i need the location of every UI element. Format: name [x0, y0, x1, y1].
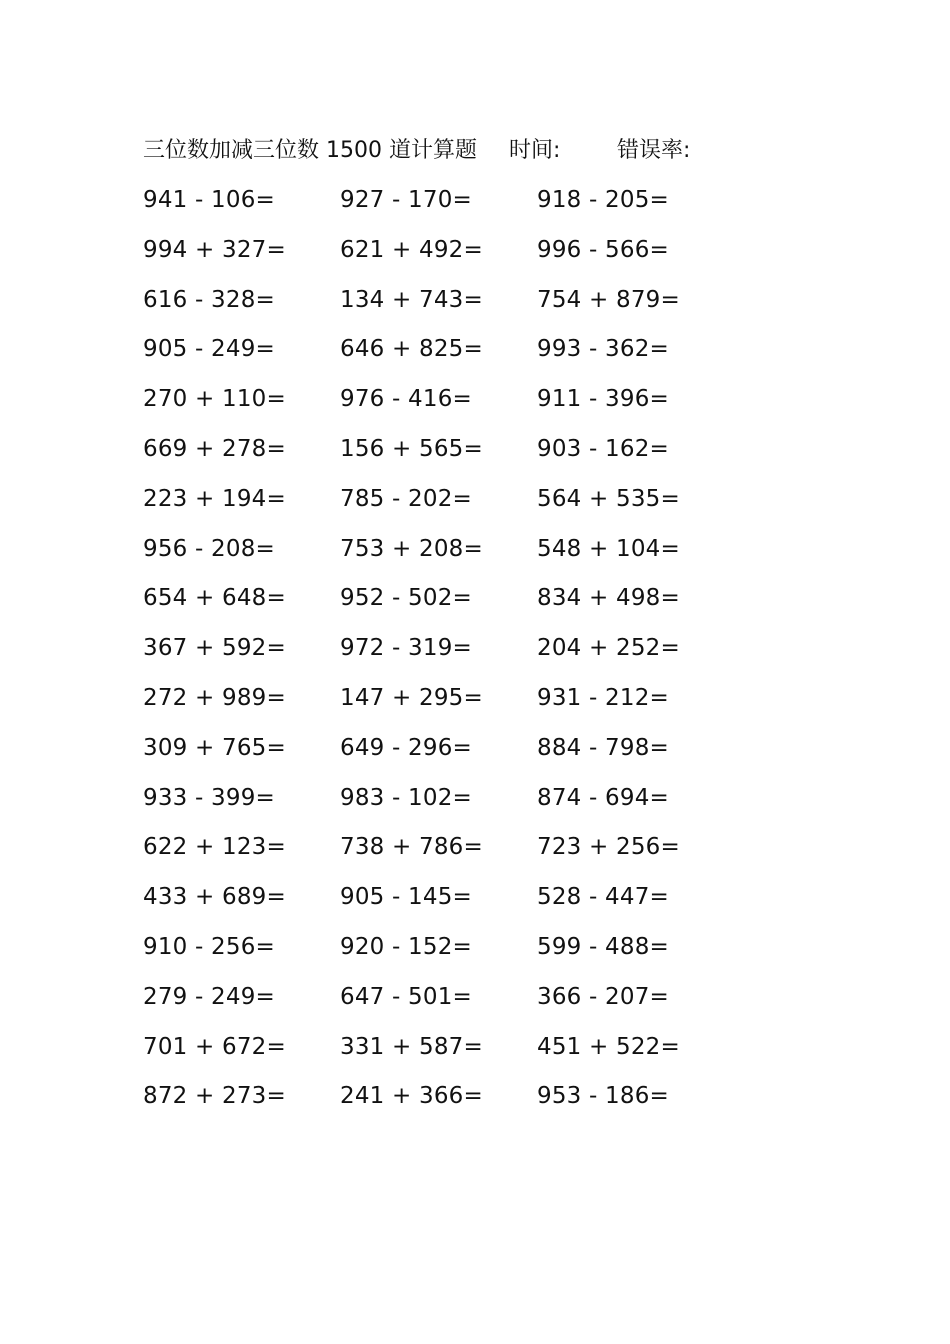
math-problem: 933 - 399=	[143, 784, 275, 811]
math-problem: 872 + 273=	[143, 1083, 286, 1110]
math-problem: 241 + 366=	[340, 1083, 483, 1110]
math-problem: 616 - 328=	[143, 286, 275, 313]
worksheet-header	[143, 133, 690, 169]
math-problem: 331 + 587=	[340, 1033, 483, 1060]
math-problem: 622 + 123=	[143, 834, 286, 861]
math-problem: 564 + 535=	[537, 485, 680, 512]
math-problem: 884 - 798=	[537, 734, 669, 761]
math-problem: 279 - 249=	[143, 983, 275, 1010]
time-label: 时间:	[509, 138, 561, 163]
math-problem: 270 + 110=	[143, 386, 286, 413]
math-problem: 433 + 689=	[143, 884, 286, 911]
math-problem: 911 - 396=	[537, 386, 669, 413]
math-problem: 953 - 186=	[537, 1083, 669, 1110]
math-problem: 451 + 522=	[537, 1033, 680, 1060]
math-problem: 920 - 152=	[340, 933, 472, 960]
math-problem: 621 + 492=	[340, 236, 483, 263]
math-problem: 223 + 194=	[143, 485, 286, 512]
math-problem: 309 + 765=	[143, 734, 286, 761]
math-problem: 905 - 145=	[340, 884, 472, 911]
math-problem: 366 - 207=	[537, 983, 669, 1010]
math-problem: 528 - 447=	[537, 884, 669, 911]
math-problem: 931 - 212=	[537, 684, 669, 711]
math-problem: 956 - 208=	[143, 535, 275, 562]
math-problem: 367 + 592=	[143, 635, 286, 662]
math-problem: 147 + 295=	[340, 684, 483, 711]
math-problem: 903 - 162=	[537, 435, 669, 462]
error-rate-label: 错误率:	[617, 138, 691, 163]
math-problem: 996 - 566=	[537, 236, 669, 263]
math-problem: 548 + 104=	[537, 535, 680, 562]
math-problem: 994 + 327=	[143, 236, 286, 263]
math-problem: 941 - 106=	[143, 187, 275, 213]
math-problem: 134 + 743=	[340, 286, 483, 313]
math-problem: 646 + 825=	[340, 336, 483, 363]
math-problem: 993 - 362=	[537, 336, 669, 363]
math-problem: 927 - 170=	[340, 187, 472, 213]
worksheet-title: 三位数加减三位数 1500 道计算题	[143, 138, 477, 163]
math-problem: 156 + 565=	[340, 435, 483, 462]
math-problem: 905 - 249=	[143, 336, 275, 363]
math-problem: 647 - 501=	[340, 983, 472, 1010]
problem-grid	[143, 180, 703, 1126]
math-problem: 976 - 416=	[340, 386, 472, 413]
math-problem: 654 + 648=	[143, 585, 286, 612]
math-problem: 272 + 989=	[143, 684, 286, 711]
math-problem: 972 - 319=	[340, 635, 472, 662]
math-problem: 952 - 502=	[340, 585, 472, 612]
math-problem: 983 - 102=	[340, 784, 472, 811]
math-problem: 834 + 498=	[537, 585, 680, 612]
math-problem: 738 + 786=	[340, 834, 483, 861]
math-problem: 754 + 879=	[537, 286, 680, 313]
math-problem: 723 + 256=	[537, 834, 680, 861]
math-problem: 910 - 256=	[143, 933, 275, 960]
math-problem: 599 - 488=	[537, 933, 669, 960]
math-problem: 753 + 208=	[340, 535, 483, 562]
math-problem: 204 + 252=	[537, 635, 680, 662]
math-problem: 669 + 278=	[143, 435, 286, 462]
math-problem: 701 + 672=	[143, 1033, 286, 1060]
math-problem: 649 - 296=	[340, 734, 472, 761]
math-problem: 918 - 205=	[537, 187, 669, 213]
math-problem: 785 - 202=	[340, 485, 472, 512]
math-problem: 874 - 694=	[537, 784, 669, 811]
